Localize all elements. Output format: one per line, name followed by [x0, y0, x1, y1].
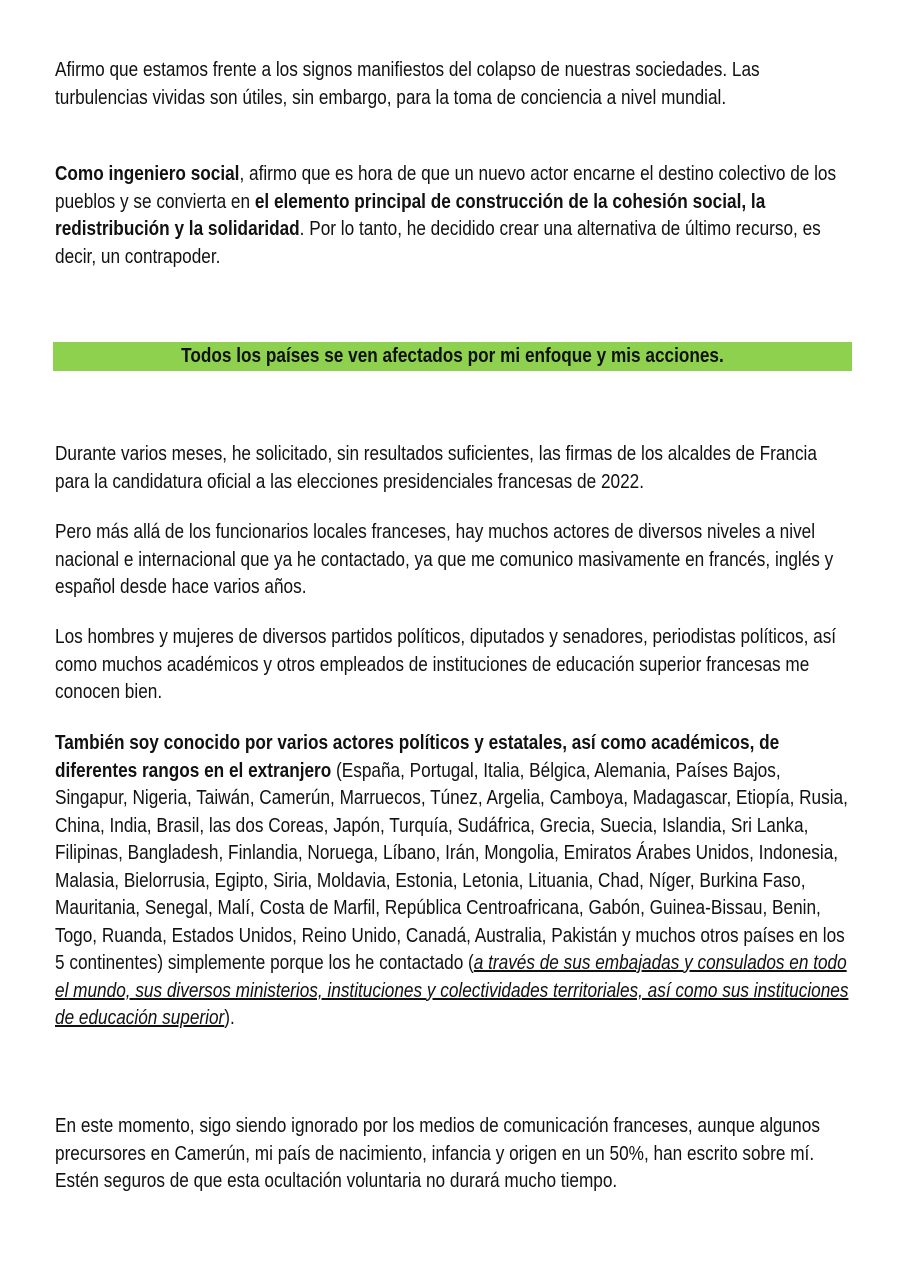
text-run: , afirmo que es hora de que un nuevo actor encarne el destino colectivo de los pueblos y se convierta en: [55, 163, 837, 213]
highlight-banner: [53, 342, 852, 371]
bold-phrase: el elemento principal de construcción de la cohesión social, la redistribución y la solidaridad: [55, 190, 766, 240]
paragraph-actors: Pero más allá de los funcionarios locales franceses, hay muchos actores de diversos niveles a nivel nacional e internacional que ya he contactado, ya que me comunico masivamente en francés, inglés y español desde hace varios años.: [55, 521, 834, 598]
paragraph-parties: Los hombres y mujeres de diversos partidos políticos, diputados y senadores, periodistas políticos, así como muchos académicos y otros empleados de instituciones de educación superior francesas me conocen bien.: [55, 626, 837, 703]
paragraph-collapse: Afirmo que estamos frente a los signos manifiestos del colapso de nuestras sociedades. Las turbulencias vividas son útiles, sin embargo, para la toma de conciencia a nivel mundial.: [55, 59, 760, 109]
paragraph-media: En este momento, sigo siendo ignorado por los medios de comunicación franceses, aunque algunos precursores en Camerún, mi país de nacimiento, infancia y origen en un 50%, han escrito sobre mí. Estén seguros de que esta ocultación voluntaria no durará mucho tiempo.: [55, 1115, 820, 1192]
text-run: (España, Portugal, Italia, Bélgica, Alemania, Países Bajos, Singapur, Nigeria, Taiwán, Camerún, Marruecos, Túnez, Argelia, Camboya, Madagascar, Etiopía, Rusia, China, India, Brasil, las dos Coreas, Japón, Turquía, Sudáfrica, Grecia, Suecia, Islandia, Sri Lanka, Filipinas, Bangladesh, Finlandia, Noruega, Líbano, Irán, Mongolia, Emiratos Árabes Unidos, Indonesia, Malasia, Bielorrusia, Egipto, Siria, Moldavia, Estonia, Letonia, Lituania, Chad, Níger, Burkina Faso, Mauritania, Senegal, Malí, Costa de Marfil, República Centroafricana, Gabón, Guinea-Bissau, Benin, Togo, Ruanda, Estados Unidos, Reino Unido, Canadá, Australia, Pakistán y muchos otros países en los 5 continentes) simplemente porque los he contactado (: [55, 759, 848, 974]
paragraph-signatures: Durante varios meses, he solicitado, sin resultados suficientes, las firmas de los alcaldes de Francia para la candidatura oficial a las elecciones presidenciales francesas de 2022.: [55, 443, 817, 493]
bold-phrase: Como ingeniero social: [55, 163, 240, 185]
paragraph-social-engineer: [55, 161, 837, 271]
text-run: . Por lo tanto, he decidido crear una alternativa de último recurso, es decir, un contrapoder.: [55, 218, 821, 268]
bold-phrase: También soy conocido por varios actores políticos y estatales, así como académicos, de diferentes rangos en el extranjero: [55, 732, 780, 782]
paragraph-countries: [55, 730, 849, 1033]
underlined-italic-phrase: a través de sus embajadas y consulados en todo el mundo, sus diversos ministerios, instituciones y colectividades territoriales, así como sus instituciones de educación superior: [55, 952, 849, 1029]
text-run: ).: [224, 1007, 235, 1029]
banner-text: Todos los países se ven afectados por mi enfoque y mis acciones.: [181, 345, 724, 367]
